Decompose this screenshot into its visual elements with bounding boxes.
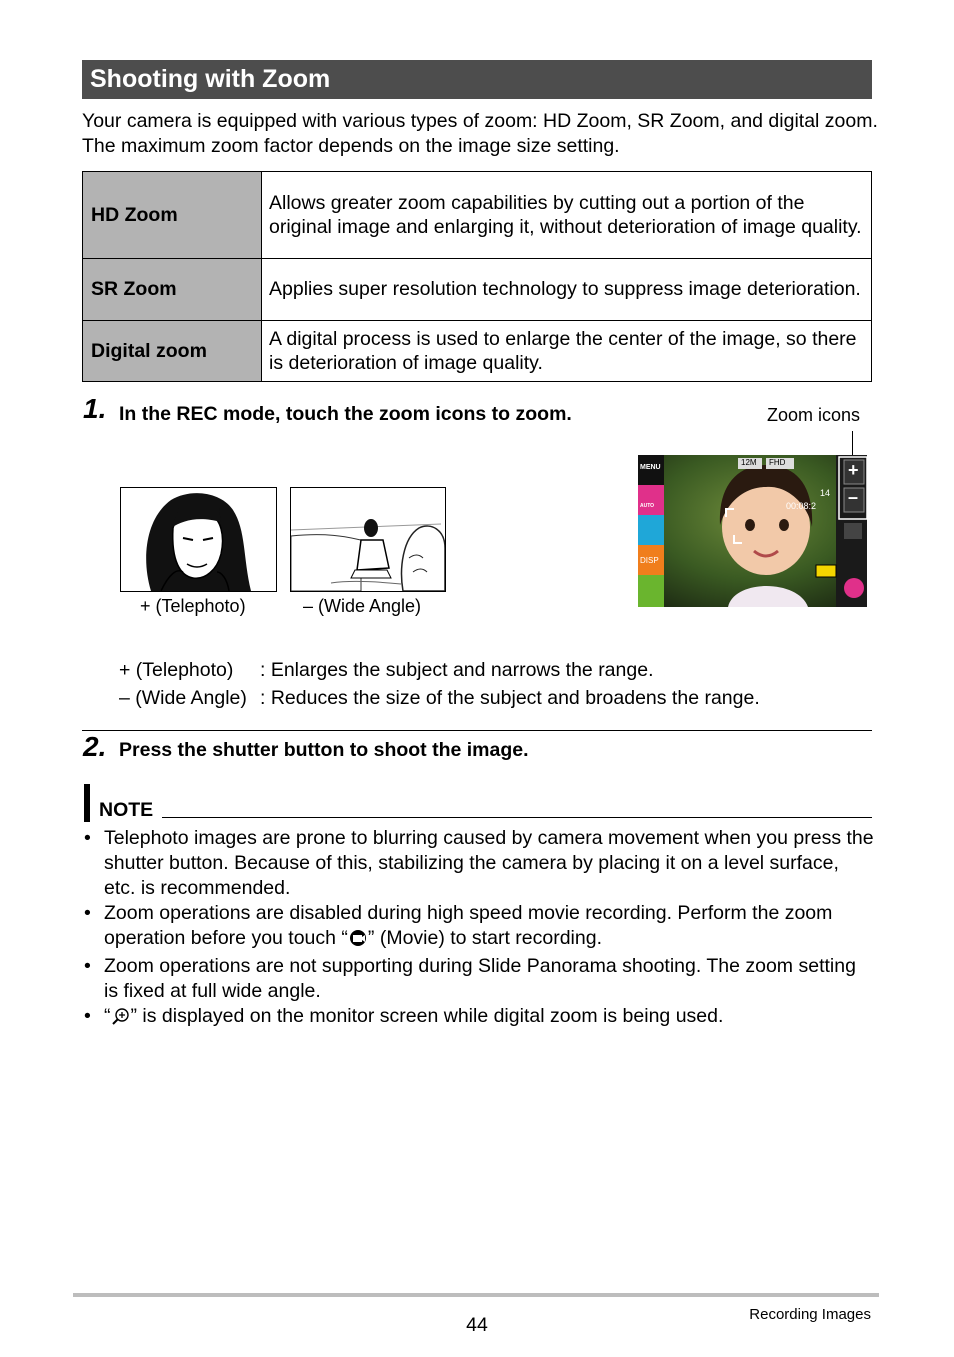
- section-name: Recording Images: [749, 1306, 871, 1323]
- list-item: • Zoom operations are disabled during high speed movie recording. Perform the zoom operation before you touch “ ” (Movie) to start recording.: [84, 901, 874, 954]
- table-row: [83, 172, 872, 259]
- zoom-in-icon[interactable]: +: [848, 460, 859, 480]
- zoom-term: HD Zoom: [83, 172, 262, 259]
- note-text: Zoom operations are disabled during high speed movie recording. Perform the zoom operation before you touch “: [104, 902, 833, 949]
- table-row: [83, 259, 872, 321]
- digital-zoom-icon: [111, 1007, 131, 1032]
- step-2-number: 2.: [83, 731, 107, 762]
- intro-paragraph: Your camera is equipped with various types of zoom: HD Zoom, SR Zoom, and digital zoom. The maximum zoom factor depends on the image size setting.: [82, 110, 878, 157]
- disp-button[interactable]: DISP: [640, 556, 659, 565]
- zoom-definition: Allows greater zoom capabilities by cutting out a portion of the original image and enlarging it, without deterioration of image quality.: [262, 172, 872, 259]
- table-row: [83, 321, 872, 382]
- shots-remaining: 14: [820, 488, 831, 498]
- footer-rule: [73, 1293, 879, 1297]
- camera-screen: [638, 455, 867, 607]
- note-divider: [162, 817, 872, 818]
- step-1-number: 1.: [83, 393, 107, 424]
- zoom-term: SR Zoom: [83, 259, 262, 321]
- auto-mode-label[interactable]: AUTO: [640, 503, 655, 509]
- movie-quality-badge: FHD: [769, 458, 786, 467]
- wide-angle-illustration: [290, 487, 446, 592]
- page-title: Shooting with Zoom: [90, 65, 331, 93]
- callout-line: [852, 431, 853, 455]
- step-divider: [82, 730, 872, 731]
- definition-telephoto-term: + (Telephoto): [119, 659, 234, 681]
- note-text: ” is displayed on the monitor screen while digital zoom is being used.: [130, 1005, 724, 1027]
- zoom-out-icon[interactable]: –: [848, 487, 859, 507]
- caption-telephoto: + (Telephoto): [140, 596, 246, 616]
- note-text: ” (Movie) to start recording.: [367, 927, 602, 949]
- definition-wide-term: – (Wide Angle): [119, 687, 247, 709]
- image-size-badge: 12M: [741, 458, 757, 467]
- note-marker: [84, 784, 90, 822]
- zoom-term: Digital zoom: [83, 321, 262, 382]
- zoom-definition: Applies super resolution technology to suppress image deterioration.: [262, 259, 872, 321]
- zoom-types-table: [82, 171, 872, 382]
- note-text: Zoom operations are not supporting during Slide Panorama shooting. The zoom setting is fixed at full wide angle.: [104, 955, 856, 1002]
- note-text: Telephoto images are prone to blurring caused by camera movement when you press the shutter button. Because of this, stabilizing the camera by placing it on a level surface, etc. is recommended.: [104, 827, 874, 899]
- note-label: NOTE: [99, 799, 154, 821]
- list-item: • “ ” is displayed on the monitor screen while digital zoom is being used.: [84, 1004, 874, 1032]
- page-number: 44: [466, 1314, 488, 1336]
- section-title-bar: [82, 60, 872, 99]
- note-list: [84, 826, 874, 1032]
- step-2-text: Press the shutter button to shoot the image.: [119, 739, 529, 761]
- zoom-icons-callout: Zoom icons: [767, 405, 861, 425]
- list-item: • Zoom operations are not supporting during Slide Panorama shooting. The zoom setting is fixed at full wide angle.: [84, 955, 856, 1002]
- movie-icon: [348, 929, 368, 954]
- definition-wide-desc: : Reduces the size of the subject and broadens the range.: [260, 687, 760, 709]
- recording-time: 00:08:2: [786, 501, 817, 511]
- step-1-text: In the REC mode, touch the zoom icons to zoom.: [119, 403, 572, 425]
- menu-button[interactable]: MENU: [640, 464, 661, 471]
- telephoto-illustration: [120, 487, 277, 592]
- zoom-definition: A digital process is used to enlarge the center of the image, so there is deterioration of image quality.: [262, 321, 872, 382]
- list-item: • Telephoto images are prone to blurring caused by camera movement when you press the shutter button. Because of this, stabilizing the camera by placing it on a level surface, etc. is recommended.: [84, 827, 874, 899]
- note-text: “: [104, 1005, 111, 1027]
- definition-telephoto-desc: : Enlarges the subject and narrows the range.: [260, 659, 654, 681]
- caption-wide-angle: – (Wide Angle): [303, 596, 422, 616]
